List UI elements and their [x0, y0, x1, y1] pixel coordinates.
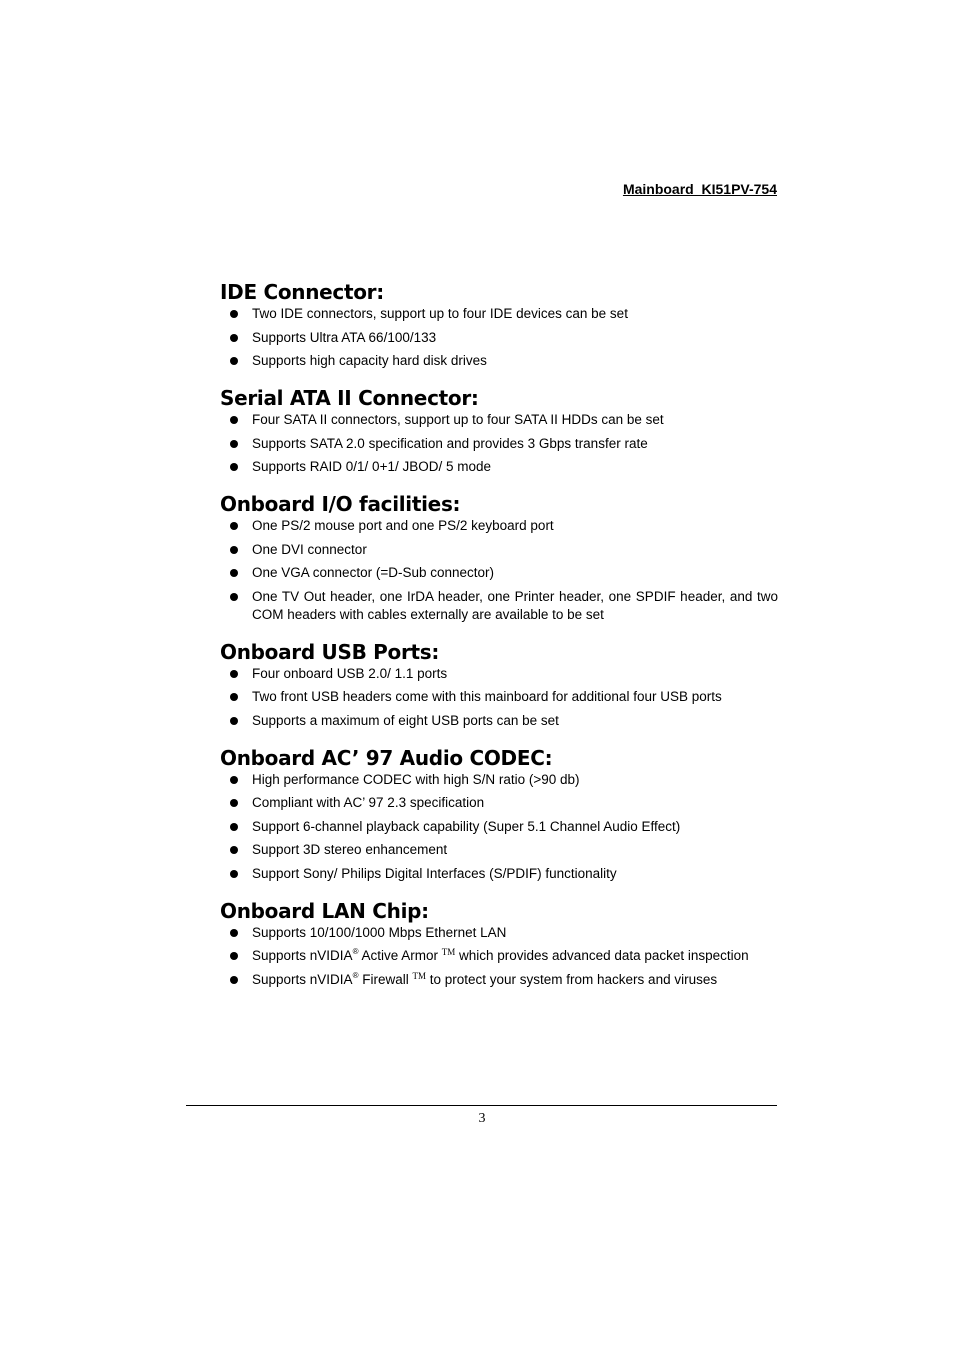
list-item [220, 435, 778, 453]
bullet-list [220, 665, 778, 730]
bullet-icon [230, 440, 238, 448]
document-body [220, 279, 778, 1004]
page-number: 3 [478, 1111, 486, 1126]
bullet-list [220, 517, 778, 624]
list-item-text: One PS/2 mouse port and one PS/2 keyboard port [252, 518, 554, 533]
list-item-text: Active Armor [358, 948, 442, 963]
list-item [220, 971, 778, 989]
list-item-text: Supports nVIDIA [252, 971, 353, 987]
bullet-icon [230, 670, 238, 678]
list-item [220, 771, 778, 789]
list-item [220, 329, 778, 347]
section-title: Serial ATA II Connector: [220, 386, 479, 410]
list-item-text: Four onboard USB 2.0/ 1.1 ports [252, 665, 448, 681]
list-item-text: Supports 10/100/1000 Mbps Ethernet LAN [252, 924, 507, 940]
bullet-icon [230, 870, 238, 878]
section-title: Onboard AC’ 97 Audio CODEC: [220, 745, 553, 770]
list-item [220, 688, 778, 706]
bullet-icon [230, 693, 238, 701]
header-title: Mainboard KI51PV-754 [622, 181, 777, 197]
list-item-text: High performance CODEC with high S/N ratio (>90 db) [252, 771, 580, 787]
bullet-icon [230, 416, 238, 424]
list-item [220, 924, 778, 942]
bullet-icon [230, 717, 238, 725]
list-item [220, 665, 778, 683]
list-item [220, 818, 778, 836]
bullet-icon [230, 463, 238, 471]
list-item [220, 411, 778, 429]
footer-divider [186, 1105, 777, 1106]
list-item-text: Compliant with AC’ 97 2.3 specification [252, 795, 485, 810]
list-item [220, 841, 778, 859]
bullet-icon [230, 546, 238, 554]
list-item [220, 947, 778, 965]
list-item [220, 564, 778, 582]
bullet-icon [230, 569, 238, 577]
bullet-icon [230, 799, 238, 807]
list-item-text: Support 3D stereo enhancement [252, 842, 448, 857]
section-onboard-usb [220, 639, 778, 730]
list-item-text: Supports Ultra ATA 66/100/133 [252, 329, 437, 345]
bullet-icon [230, 357, 238, 365]
list-item-text: Supports high capacity hard disk drives [252, 353, 487, 368]
section-title: IDE Connector: [220, 280, 384, 304]
bullet-icon [230, 823, 238, 831]
list-item-text: Supports RAID 0/1/ 0+1/ JBOD/ 5 mode [252, 459, 491, 474]
bullet-list [220, 771, 778, 883]
list-item-text: which provides advanced data packet inspection [455, 948, 749, 963]
section-audio-codec [220, 745, 778, 883]
list-item [220, 352, 778, 370]
registered-mark: ® [352, 947, 359, 956]
bullet-icon [230, 334, 238, 342]
list-item-text: Support 6-channel playback capability (Super 5.1 Channel Audio Effect) [252, 818, 681, 834]
trademark-mark: TM [412, 970, 426, 981]
bullet-list [220, 924, 778, 989]
bullet-icon [230, 846, 238, 854]
bullet-icon [230, 976, 238, 984]
section-lan-chip [220, 898, 778, 989]
list-item [220, 305, 778, 323]
section-title: Onboard LAN Chip: [220, 898, 429, 923]
list-item-text: Two IDE connectors, support up to four IDE devices can be set [252, 306, 628, 321]
bullet-icon [230, 952, 238, 960]
list-item [220, 865, 778, 883]
bullet-icon [230, 593, 238, 601]
bullet-icon [230, 310, 238, 318]
list-item [220, 794, 778, 812]
bullet-list [220, 305, 778, 370]
section-title: Onboard I/O facilities: [220, 492, 461, 516]
list-item [220, 541, 778, 559]
list-item-text: Support Sony/ Philips Digital Interfaces (S/PDIF) functionality [252, 865, 617, 881]
section-serial-ata [220, 385, 778, 476]
list-item [220, 712, 778, 730]
bullet-icon [230, 929, 238, 937]
list-item-text: One DVI connector [252, 541, 367, 557]
trademark-mark: TM [441, 947, 456, 957]
list-item [220, 517, 778, 535]
bullet-icon [230, 522, 238, 530]
list-item-text: Firewall [358, 971, 413, 987]
registered-mark: ® [352, 970, 359, 980]
section-onboard-io [220, 491, 778, 624]
list-item-text: Two front USB headers come with this mainboard for additional four USB ports [252, 689, 722, 704]
bullet-list [220, 411, 778, 476]
list-item [220, 458, 778, 476]
list-item [220, 588, 778, 624]
list-item-text: Supports SATA 2.0 specification and provides 3 Gbps transfer rate [252, 435, 648, 451]
section-ide-connector [220, 279, 778, 370]
list-item-text: Supports a maximum of eight USB ports can be set [252, 712, 559, 728]
list-item-text: One TV Out header, one IrDA header, one Printer header, one SPDIF header, and two COM headers with cables externally are available to be set [252, 588, 778, 622]
list-item-text: to protect your system from hackers and viruses [425, 971, 718, 987]
section-title: Onboard USB Ports: [220, 639, 440, 664]
list-item-text: Supports nVIDIA [252, 948, 353, 963]
list-item-text: Four SATA II connectors, support up to four SATA II HDDs can be set [252, 412, 664, 427]
list-item-text: One VGA connector (=D-Sub connector) [252, 565, 494, 580]
bullet-icon [230, 776, 238, 784]
